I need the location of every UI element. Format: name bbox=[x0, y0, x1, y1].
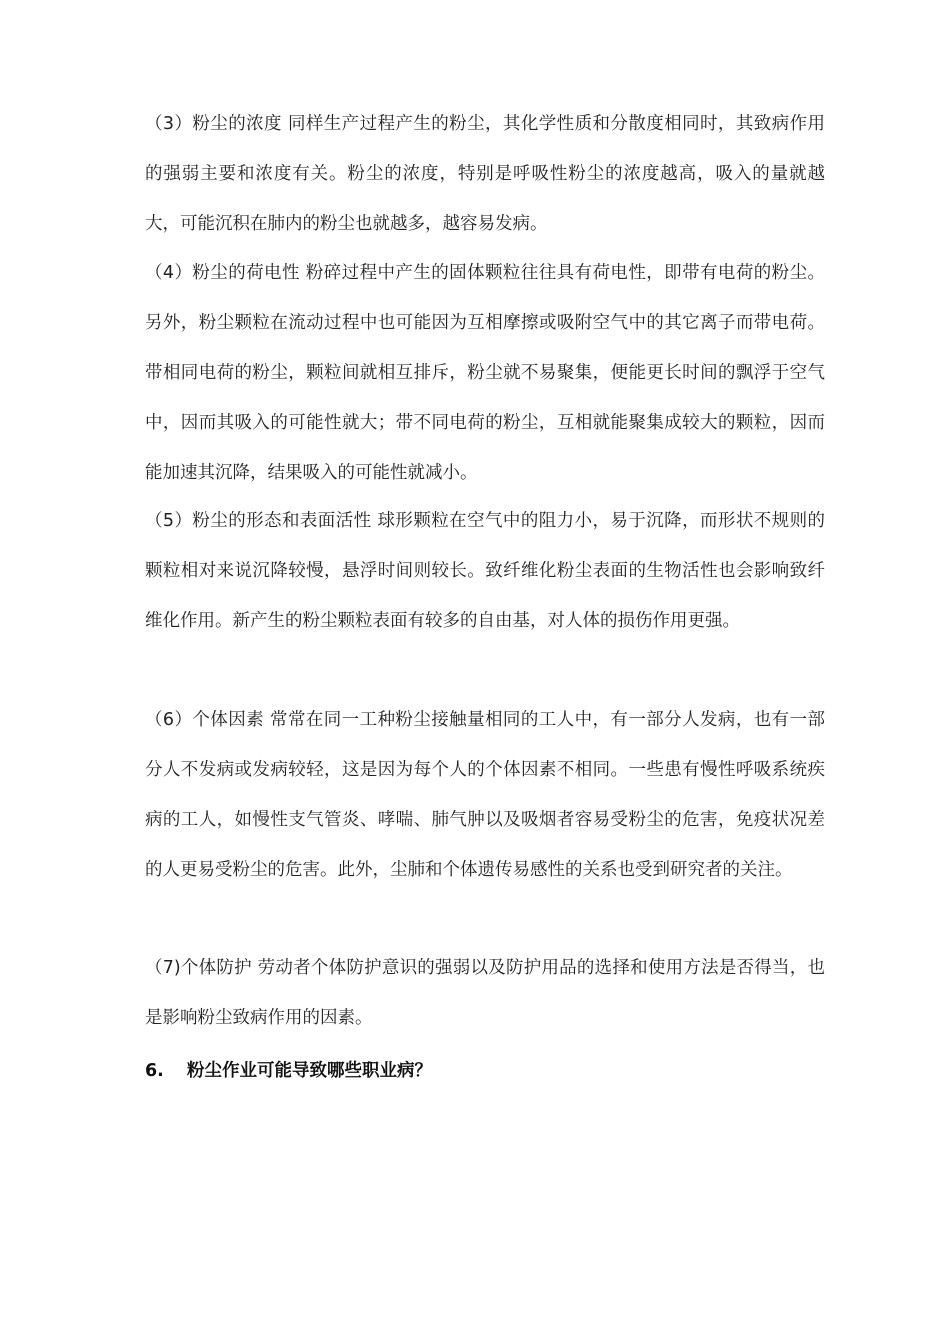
paragraph-personal-protection: （7)个体防护 劳动者个体防护意识的强弱以及防护用品的选择和使用方法是否得当，也是影响粉尘致病作用的因素。 bbox=[145, 958, 825, 1028]
section-number: 6. bbox=[145, 1061, 164, 1081]
paragraph-dust-charge: （4）粉尘的荷电性 粉碎过程中产生的固体颗粒往往具有荷电性，即带有电荷的粉尘。另外，粉尘颗粒在流动过程中也可能因为互相摩擦或吸附空气中的其它离子而带电荷。带相同电荷的粉尘，颗粒间就相互排斥，粉尘就不易聚集，便能更长时间的飘浮于空气中，因而其吸入的可能性就大；带不同电荷的粉尘，互相就能聚集成较大的颗粒，因而能加速其沉降，结果吸入的可能性就减小。 bbox=[145, 263, 825, 483]
paragraph-individual-factors: （6）个体因素 常常在同一工种粉尘接触量相同的工人中，有一部分人发病，也有一部分人不发病或发病较轻，这是因为每个人的个体因素不相同。一些患有慢性呼吸系统疾病的工人，如慢性支气管炎、哮喘、肺气肿以及吸烟者容易受粉尘的危害，免疫状况差的人更易受粉尘的危害。此外，尘肺和个体遗传易感性的关系也受到研究者的关注。 bbox=[145, 710, 825, 880]
section-heading bbox=[145, 1046, 825, 1096]
section-title: 粉尘作业可能导致哪些职业病？ bbox=[187, 1061, 432, 1081]
paragraph-dust-concentration: （3）粉尘的浓度 同样生产过程产生的粉尘，其化学性质和分散度相同时，其致病作用的强弱主要和浓度有关。粉尘的浓度，特别是呼吸性粉尘的浓度越高，吸入的量就越大，可能沉积在肺内的粉尘也就越多，越容易发病。 bbox=[145, 114, 825, 234]
paragraph-dust-shape-surface: （5）粉尘的形态和表面活性 球形颗粒在空气中的阻力小，易于沉降，而形状不规则的颗粒相对来说沉降较慢，悬浮时间则较长。致纤维化粉尘表面的生物活性也会影响致纤维化作用。新产生的粉尘颗粒表面有较多的自由基，对人体的损伤作用更强。 bbox=[145, 511, 825, 631]
